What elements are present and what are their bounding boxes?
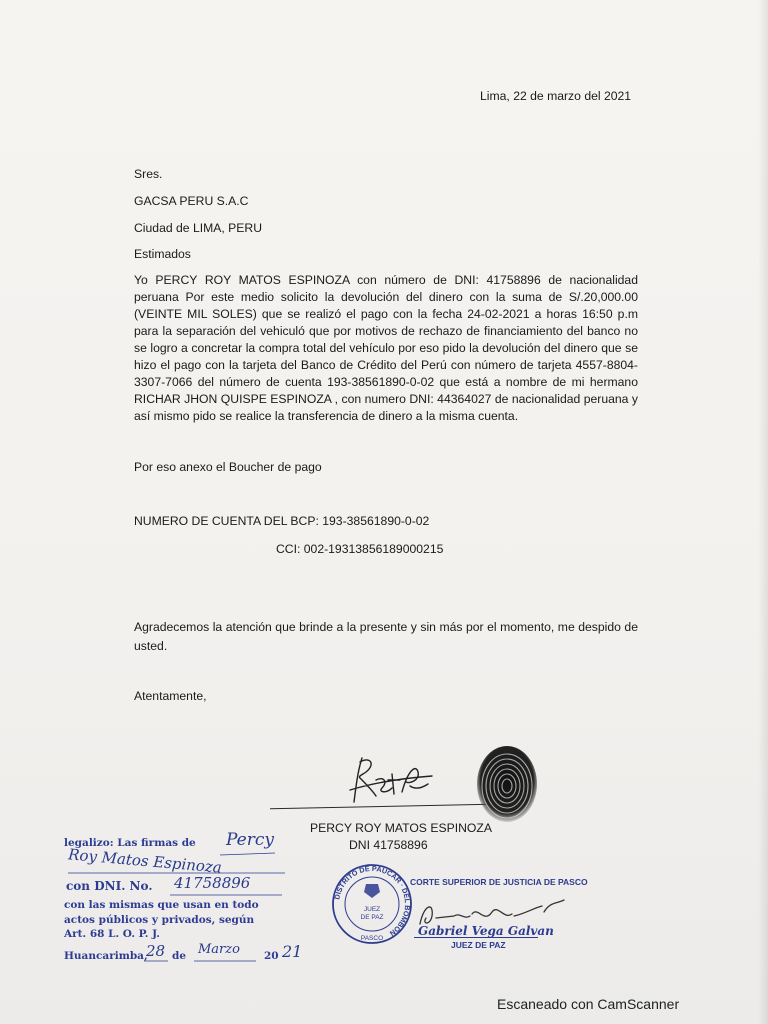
- handwritten-signature: [336, 750, 436, 810]
- bank-account-line: NUMERO DE CUENTA DEL BCP: 193-38561890-0-02: [134, 514, 430, 528]
- letter-date: Lima, 22 de marzo del 2021: [480, 89, 632, 103]
- recipient-company: GACSA PERU S.A.C: [134, 194, 249, 208]
- salutation: Sres.: [134, 167, 163, 181]
- thanks-paragraph: Agradecemos la atención que brinde a la presente y sin más por el momento, me despido de usted.: [134, 620, 638, 653]
- judge-title: JUEZ DE PAZ: [451, 940, 506, 950]
- notary-line-4: con las mismas que usan en todo: [64, 899, 259, 911]
- notary-hand-dni: 41758896: [174, 874, 251, 892]
- notary-stamp-underlines: [60, 828, 310, 978]
- fingerprint-mark: [472, 742, 542, 826]
- judge-name: Gabriel Vega Galvan: [418, 924, 554, 938]
- notary-hand-name-1: Percy: [226, 830, 274, 850]
- notary-line-7: Huancarimba,: [64, 950, 148, 962]
- coat-of-arms-icon: [364, 884, 380, 898]
- closing: Atentamente,: [134, 689, 207, 703]
- greeting: Estimados: [134, 247, 191, 261]
- seal-ring-text: DISTRITO DE PAUCAR · DEL BOMBÓN: [332, 863, 413, 939]
- seal-center-line-2: DE PAZ: [360, 914, 384, 921]
- letter-body-paragraph: Yo PERCY ROY MATOS ESPINOZA con número de DNI: 41758896 de nacionalidad peruana Por este medio solicito la devolución del dinero con la suma de S/.20,000.00 (VEINTE MIL SOLES) que se realizó el pago con la fecha 24-02-2021 a horas 16:50 p.m para la separación del vehiculó que por motivos de rechazo de financiamiento del banco no se logro a concretar la compra total del vehículo por eso pido la devolución del dinero que se hizo el pago con la tarjeta del Banco de Crédito del Perú con número de tarjeta 4557-8804-3307-7066 del número de cuenta 193-38561890-0-02 que está a nombre de mi hermano RICHAR JHON QUISPE ESPINOZA , con numero DNI: 44364027 de nacionalidad peruana y así mismo pido se realice la transferencia de dinero a la misma cuenta.: [134, 273, 638, 423]
- notary-hand-day: 28: [146, 942, 166, 960]
- seal-center-line-1: JUEZ: [363, 906, 381, 913]
- camscanner-footer: Escaneado con CamScanner: [497, 996, 680, 1012]
- notary-line-7-de: de: [172, 950, 187, 962]
- court-seal-stamp: [330, 862, 414, 946]
- cci-line: CCI: 002-19313856189000215: [276, 542, 444, 556]
- notary-line-1: legalizo: Las firmas de: [64, 837, 196, 849]
- scan-edge-shadow: [758, 0, 768, 1024]
- notary-line-6: Art. 68 L. O. P. J.: [64, 928, 160, 940]
- notary-hand-name-2: Roy Matos Espinoza: [67, 845, 223, 877]
- notary-hand-year: 21: [282, 942, 303, 961]
- notary-line-3: con DNI. No.: [66, 879, 153, 893]
- signer-dni: DNI 41758896: [349, 838, 428, 852]
- seal-bottom-text: PASCO: [360, 935, 384, 942]
- notary-legalization-stamp: [60, 828, 310, 978]
- recipient-city: Ciudad de LIMA, PERU: [134, 221, 263, 235]
- notary-line-7-year-prefix: 20: [264, 950, 279, 962]
- notary-hand-month: Marzo: [198, 942, 240, 957]
- notary-line-5: actos públicos y privados, según: [64, 914, 255, 926]
- signer-name: PERCY ROY MATOS ESPINOZA: [310, 821, 492, 835]
- annex-line: Por eso anexo el Boucher de pago: [134, 460, 322, 474]
- court-header-text: CORTE SUPERIOR DE JUSTICIA DE PASCO: [410, 877, 588, 887]
